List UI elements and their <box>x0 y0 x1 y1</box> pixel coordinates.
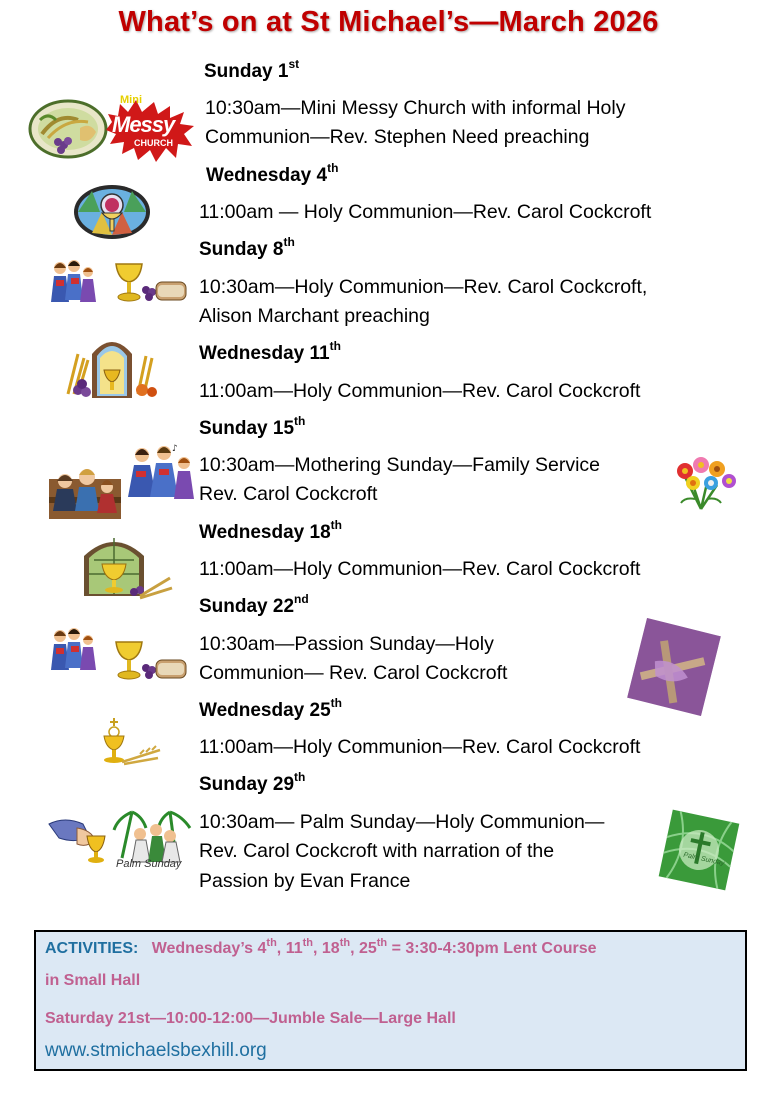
event-day: Sunday 1st <box>204 57 300 82</box>
event-line: Rev. Carol Cockcroft with narration of the <box>199 840 555 862</box>
event-line: Alison Marchant preaching <box>199 305 430 327</box>
jumble-sale-line: Saturday 21st—10:00-12:00—Jumble Sale—Large Hall <box>45 1010 456 1027</box>
event-line: 10:30am— Palm Sunday—Holy Communion— <box>199 811 605 833</box>
event-day: Wednesday 18th <box>199 518 342 543</box>
event-line: 10:30am—Passion Sunday—Holy <box>199 633 494 655</box>
event-day: Sunday 22nd <box>199 592 309 617</box>
event-day: Wednesday 11th <box>199 339 341 364</box>
choir-singers-icon <box>48 626 98 674</box>
palm-sunday-crowd-icon: Palm Sunday <box>112 808 196 874</box>
flower-bouquet-icon <box>671 455 739 511</box>
event-day: Wednesday 25th <box>199 696 342 721</box>
event-line: 11:00am—Holy Communion—Rev. Carol Cockcroft <box>199 380 641 402</box>
event-line: Communion— Rev. Carol Cockcroft <box>199 662 508 684</box>
passion-cross-icon <box>624 614 724 720</box>
event-line: 10:30am—Mini Messy Church with informal Holy <box>205 97 626 119</box>
event-line: Passion by Evan France <box>199 870 411 892</box>
stained-glass-chalice-icon <box>72 183 152 241</box>
offering-hand-icon <box>47 814 113 864</box>
arch-window-chalice-icon <box>80 534 176 600</box>
activities-box <box>34 930 747 1071</box>
choir-singers-icon <box>48 258 98 306</box>
choir-singers-icon <box>122 443 198 501</box>
event-day: Sunday 15th <box>199 414 306 439</box>
event-line: Communion—Rev. Stephen Need preaching <box>205 126 590 148</box>
lent-course-line: ACTIVITIES: Wednesday’s 4th, 11th, 18th, 25th = 3:30-4:30pm Lent Course <box>45 937 597 957</box>
family-in-church-icon <box>47 461 123 521</box>
harvest-window-chalice-icon <box>64 334 160 400</box>
event-line: 11:00am — Holy Communion—Rev. Carol Cockcroft <box>199 201 652 223</box>
chalice-bread-icon <box>112 260 188 304</box>
event-day: Wednesday 4th <box>206 161 339 186</box>
event-line: Rev. Carol Cockcroft <box>199 483 378 505</box>
page-title: What’s on at St Michael’s—March 2026 <box>118 6 659 38</box>
chalice-wheat-icon <box>100 714 162 766</box>
messy-church-logo: Mini Messy CHURCH <box>104 92 196 164</box>
palm-cross-card-icon: Palm Sunday <box>653 804 745 896</box>
event-day: Sunday 8th <box>199 235 295 260</box>
event-line: 11:00am—Holy Communion—Rev. Carol Cockcroft <box>199 736 641 758</box>
harvest-bread-grapes-icon <box>28 98 108 160</box>
event-line: 11:00am—Holy Communion—Rev. Carol Cockcroft <box>199 558 641 580</box>
lent-course-place: in Small Hall <box>45 972 141 989</box>
event-line: 10:30am—Holy Communion—Rev. Carol Cockcroft, <box>199 276 648 298</box>
chalice-bread-icon <box>112 638 188 682</box>
event-line: 10:30am—Mothering Sunday—Family Service <box>199 454 601 476</box>
activities-label: ACTIVITIES: <box>45 940 139 957</box>
svg-text:♪: ♪ <box>172 444 178 454</box>
event-day: Sunday 29th <box>199 770 306 795</box>
website-link[interactable]: www.stmichaelsbexhill.org <box>45 1040 267 1061</box>
